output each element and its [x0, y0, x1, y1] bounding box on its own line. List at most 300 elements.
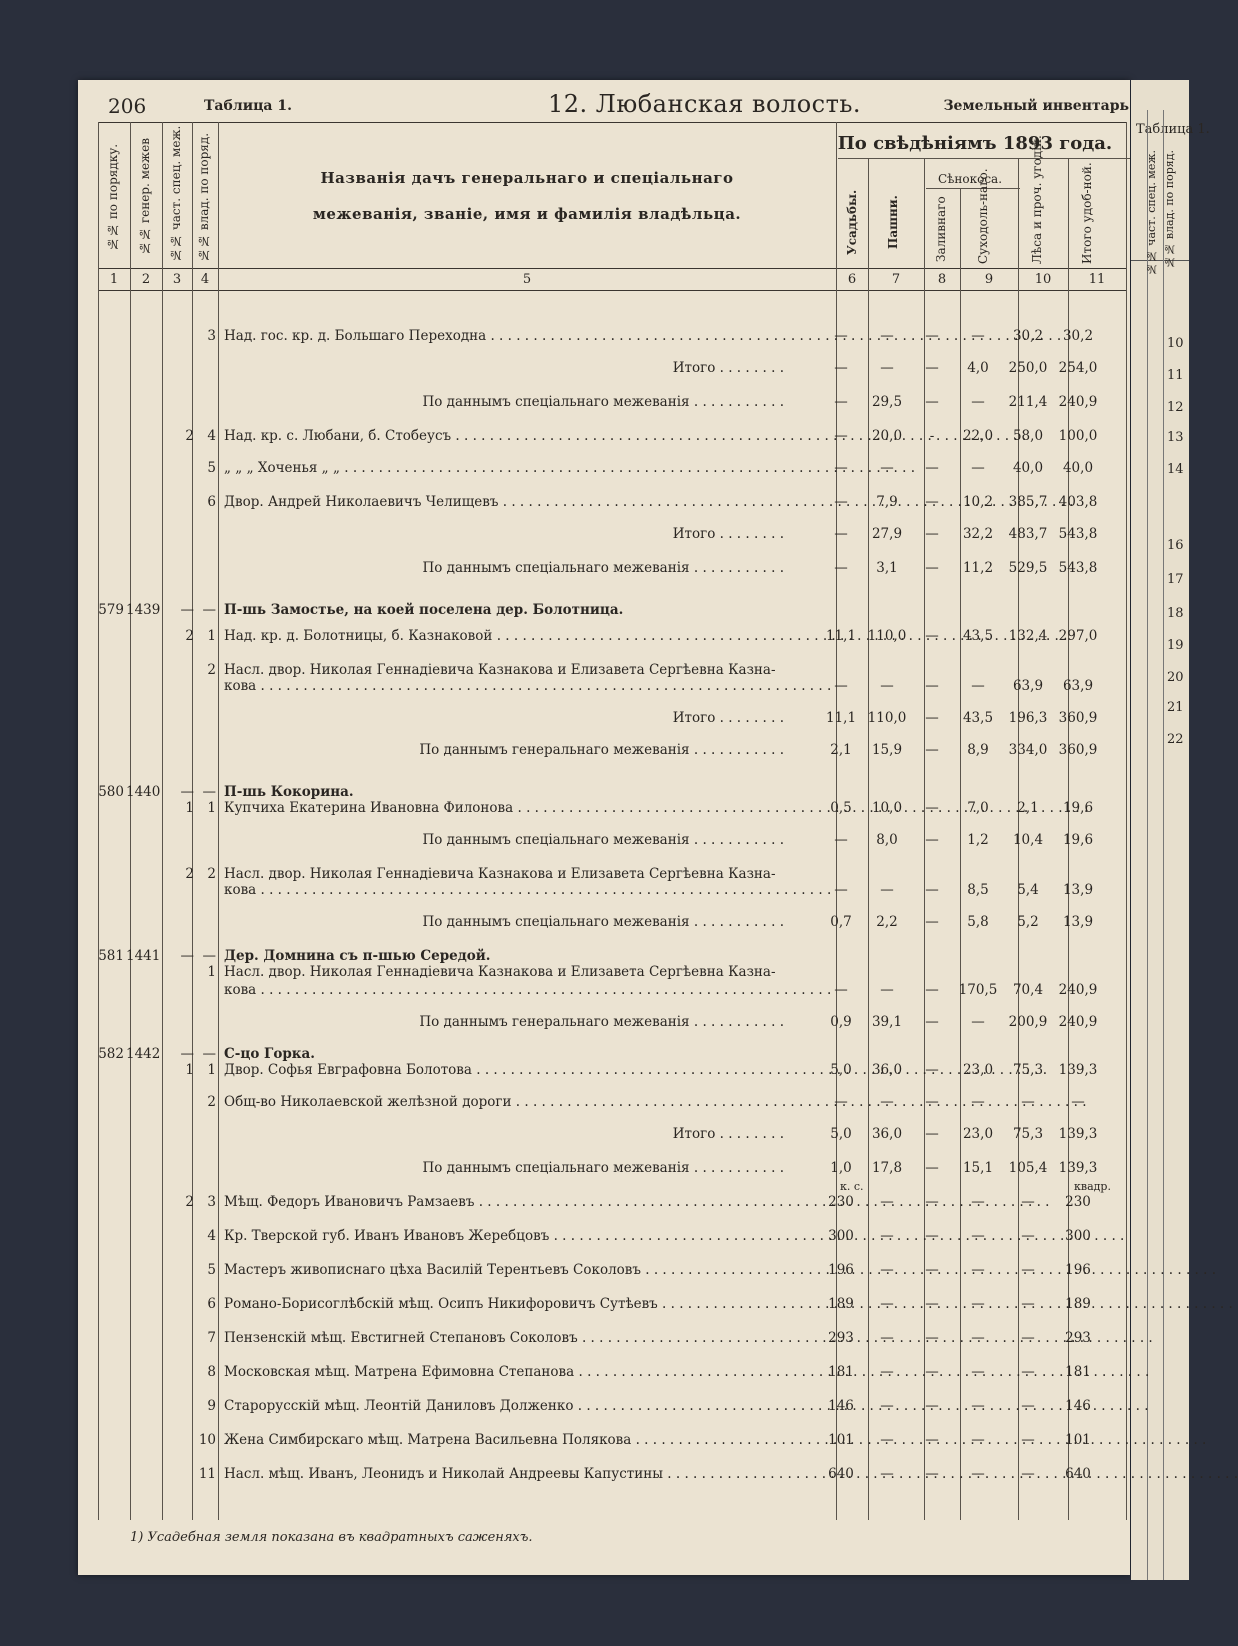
table-row	[98, 392, 1128, 414]
row-value-v8: —	[925, 710, 939, 726]
next-page-number: 12	[1167, 400, 1184, 415]
next-page-col-line	[1147, 110, 1148, 1580]
page-title: 12. Любанская волость.	[548, 90, 862, 118]
row-value-v11: 139,3	[1058, 1062, 1098, 1078]
col-head-5-line2: межеванія, званіе, имя и фамилія владѣльца.	[312, 205, 742, 223]
row-value-v9: —	[971, 678, 985, 694]
row-description	[224, 360, 784, 376]
row-n1: 579	[98, 602, 124, 618]
row-value-v9: —	[971, 1228, 985, 1244]
row-n4: 10	[198, 1432, 216, 1448]
row-n2: 1442	[126, 1046, 161, 1062]
row-description-text: По даннымъ спеціальнаго межеванія	[422, 560, 690, 576]
footnote: 1) Усадебная земля показана въ квадратныхъ саженяхъ.	[130, 1530, 533, 1545]
leader-dots: . . . . . . . . . . .	[689, 914, 784, 930]
row-value-v6: 5,0	[830, 1062, 852, 1078]
row-value-v6: —	[834, 1094, 848, 1110]
row-description	[224, 800, 784, 816]
row-value-v7: —	[880, 678, 894, 694]
row-description	[224, 742, 784, 758]
next-page-number: 20	[1167, 670, 1184, 685]
row-value-v9: 23,0	[962, 1062, 994, 1078]
row-description	[224, 1296, 784, 1312]
row-value-v9: —	[971, 328, 985, 344]
row-value-v6: 300	[828, 1228, 854, 1244]
row-value-v11: 254,0	[1058, 360, 1098, 376]
table-row	[98, 1124, 1128, 1146]
row-value-v8: —	[925, 742, 939, 758]
section-label: Земельный инвентарь	[943, 98, 1129, 114]
page-number: 206	[108, 94, 147, 118]
row-value-v9: —	[971, 1432, 985, 1448]
row-description	[224, 526, 784, 542]
row-description-text: Итого	[672, 526, 716, 542]
row-value-v8: —	[925, 394, 939, 410]
col-number-1: 1	[109, 272, 119, 287]
row-value-v8: —	[925, 560, 939, 576]
row-value-v11: 40,0	[1062, 460, 1094, 476]
next-page-number: 11	[1167, 368, 1184, 383]
row-value-v7: 3,1	[876, 560, 898, 576]
row-value-v11: 101	[1065, 1432, 1091, 1448]
row-value-v8: —	[925, 1296, 939, 1312]
row-value-v8: —	[925, 1330, 939, 1346]
row-value-v10: 5,2	[1017, 914, 1039, 930]
row-value-v7: 17,8	[871, 1160, 903, 1176]
row-value-v7: —	[880, 328, 894, 344]
row-description-text: Над. кр. д. Болотницы, б. Казнаковой . . .	[224, 628, 1067, 644]
row-value-v11: 230	[1065, 1194, 1091, 1210]
table-row	[98, 1464, 1128, 1486]
row-value-v9: 8,5	[967, 882, 989, 898]
next-page-head-2: №№ влад. по поряд.	[1163, 150, 1176, 269]
row-value-v9: —	[971, 1330, 985, 1346]
row-description-text: Над. кр. с. Любани, б. Стобеусъ . . .	[224, 428, 1026, 444]
row-n4: 9	[207, 1398, 216, 1414]
row-description	[224, 328, 784, 344]
header-rule	[98, 122, 1126, 123]
row-description-text: По даннымъ спеціальнаго межеванія	[422, 394, 690, 410]
row-description-text: П-шь Замостье, на коей поселена дер. Болотница.	[224, 602, 624, 618]
row-description-text: Двор. Софья Евграфовна Болотова . . .	[224, 1062, 1047, 1078]
row-value-v7: —	[880, 982, 894, 998]
row-value-v11: 543,8	[1058, 560, 1098, 576]
row-value-v10: 75,3	[1012, 1062, 1044, 1078]
row-description-text: С-цо Горка.	[224, 1046, 315, 1062]
table-row	[98, 740, 1128, 762]
col-number-10: 10	[1034, 272, 1052, 287]
row-description	[224, 1228, 784, 1244]
row-n1: 582	[98, 1046, 124, 1062]
row-n4: 5	[207, 460, 216, 476]
row-value-v10: 10,4	[1012, 832, 1044, 848]
col-head-5	[240, 160, 814, 232]
col-head-3: №№ част. спец. меж.	[169, 125, 183, 262]
row-value-v6: 0,5	[830, 800, 852, 816]
row-description	[224, 394, 784, 410]
row-value-v11: 240,9	[1058, 1014, 1098, 1030]
row-description	[224, 1160, 784, 1176]
row-description	[224, 1014, 784, 1030]
row-value-v6: 2,1	[830, 742, 852, 758]
table-row	[98, 524, 1128, 546]
col-number-2: 2	[141, 272, 151, 287]
row-value-v8: —	[925, 1160, 939, 1176]
row-value-v10: —	[1021, 1364, 1035, 1380]
table-row	[98, 880, 1128, 902]
row-value-v6: —	[834, 560, 848, 576]
row-description-text: П-шь Кокорина.	[224, 784, 354, 800]
row-description-text: Кр. Тверской губ. Иванъ Ивановъ Жеребцовъ . . .	[224, 1228, 1124, 1244]
row-value-v7: 39,1	[871, 1014, 903, 1030]
row-n4: 3	[207, 1194, 216, 1210]
row-value-v8: —	[925, 460, 939, 476]
row-value-v7: 10,0	[871, 800, 903, 816]
row-value-v7: —	[880, 1364, 894, 1380]
row-value-v11: 30,2	[1062, 328, 1094, 344]
row-value-v8: —	[925, 1228, 939, 1244]
row-value-v11: 240,9	[1058, 982, 1098, 998]
row-value-v9: 23,0	[962, 1126, 994, 1142]
row-value-v9: —	[971, 1364, 985, 1380]
row-description	[224, 1262, 784, 1278]
row-value-v10: 529,5	[1008, 560, 1048, 576]
row-value-v10: —	[1021, 1296, 1035, 1312]
next-page-number: 10	[1167, 336, 1184, 351]
row-value-v10: —	[1021, 1228, 1035, 1244]
row-value-v8: —	[925, 1062, 939, 1078]
row-value-v10: 132,4	[1008, 628, 1048, 644]
row-value-v7: —	[880, 360, 894, 376]
table-row	[98, 358, 1128, 380]
row-value-v10: —	[1021, 1330, 1035, 1346]
column-number-rule	[98, 290, 1126, 291]
row-description	[224, 460, 784, 476]
row-value-v7: —	[880, 460, 894, 476]
table-row	[98, 798, 1128, 820]
row-description	[224, 1432, 784, 1448]
next-page-number: 21	[1167, 700, 1184, 715]
row-value-v9: 10,2	[962, 494, 994, 510]
row-value-v8: —	[925, 494, 939, 510]
row-value-v6: —	[834, 360, 848, 376]
row-value-v6: 0,9	[830, 1014, 852, 1030]
row-n3: 2	[185, 628, 194, 644]
row-value-v6: —	[834, 460, 848, 476]
leader-dots: . . . . . . . .	[715, 526, 784, 542]
row-description	[224, 832, 784, 848]
row-value-v8: —	[925, 360, 939, 376]
row-description-text: Мастеръ живописнаго цѣха Василій Терентьевъ Соколовъ . . .	[224, 1262, 1216, 1278]
row-description-text: Над. гос. кр. д. Большаго Переходна . . .	[224, 328, 1061, 344]
row-value-v8: —	[925, 1126, 939, 1142]
next-page-title: Таблица 1.	[1136, 122, 1210, 137]
table-row	[98, 1328, 1128, 1350]
row-value-v10: 2,1	[1017, 800, 1039, 816]
col-head-4: №№ влад. по поряд.	[197, 132, 211, 262]
row-description-text: Общ-во Николаевской желѣзной дороги . . .	[224, 1094, 1087, 1110]
row-value-v7: —	[880, 1094, 894, 1110]
row-value-v8: -	[929, 428, 935, 444]
row-value-v9: —	[971, 1014, 985, 1030]
row-value-v10: 334,0	[1008, 742, 1048, 758]
row-description-text: По даннымъ спеціальнаго межеванія	[422, 832, 690, 848]
row-n3: —	[180, 1046, 194, 1062]
row-n3: 2	[185, 428, 194, 444]
row-n4: 5	[207, 1262, 216, 1278]
row-description-text: Московская мѣщ. Матрена Ефимовна Степанова . . .	[224, 1364, 1149, 1380]
row-value-v10: 75,3	[1012, 1126, 1044, 1142]
leader-dots: . . . . . . . .	[715, 1126, 784, 1142]
row-n3: 2	[185, 1194, 194, 1210]
row-value-v11: 196	[1065, 1262, 1091, 1278]
leader-dots: . . . . . . . . . . .	[689, 1160, 784, 1176]
row-value-v11: 146	[1065, 1398, 1091, 1414]
row-value-v9: —	[971, 460, 985, 476]
row-description-text: Романо-Борисоглѣбскій мѣщ. Осипъ Никифоровичъ Сутѣевъ . . .	[224, 1296, 1233, 1312]
row-description-text: Старорусскій мѣщ. Леонтій Даниловъ Долженко . . .	[224, 1398, 1148, 1414]
row-n4: 6	[207, 494, 216, 510]
row-description-text: Насл. двор. Николая Геннадіевича Казнакова и Елизавета Сергѣевна Казна-	[224, 866, 776, 882]
svedeniya-rule	[838, 158, 1130, 159]
row-value-v6: —	[834, 678, 848, 694]
row-description	[224, 1398, 784, 1414]
row-value-v7: 110,0	[867, 710, 907, 726]
row-value-v6: 101	[828, 1432, 854, 1448]
table-row	[98, 676, 1128, 698]
row-value-v7: —	[880, 1262, 894, 1278]
row-value-v7: 8,0	[876, 832, 898, 848]
row-value-v10: 40,0	[1012, 460, 1044, 476]
table-row	[98, 1092, 1128, 1114]
row-description-text: Пензенскій мѣщ. Евстигней Степановъ Соколовъ . . .	[224, 1330, 1153, 1346]
row-n4: 7	[207, 1330, 216, 1346]
row-value-v8: —	[925, 832, 939, 848]
table-row	[98, 1192, 1128, 1214]
row-value-v7: —	[880, 1432, 894, 1448]
row-description-text: Насл. мѣщ. Иванъ, Леонидъ и Николай Андреевы Капустины . . .	[224, 1466, 1238, 1482]
row-value-v6: —	[834, 882, 848, 898]
row-n4: —	[202, 1046, 216, 1062]
row-value-v9: 22,0	[962, 428, 994, 444]
row-value-v6: 196	[828, 1262, 854, 1278]
table-row	[98, 1158, 1128, 1180]
col-head-svedeniya: По свѣдѣніямъ 1893 года.	[837, 133, 1113, 154]
row-description	[224, 964, 784, 980]
row-value-v11: 13,9	[1062, 882, 1094, 898]
row-value-v10: 70,4	[1012, 982, 1044, 998]
row-value-v10: —	[1021, 1194, 1035, 1210]
leader-dots: . . . . . . . . . . .	[689, 742, 784, 758]
row-value-v7: 36,0	[871, 1062, 903, 1078]
row-value-v6: 146	[828, 1398, 854, 1414]
col-number-6: 6	[847, 272, 857, 287]
row-description-text: Итого	[672, 1126, 716, 1142]
row-value-v7: —	[880, 882, 894, 898]
row-value-v7: 7,9	[876, 494, 898, 510]
row-value-v6: 1,0	[830, 1160, 852, 1176]
table-row	[98, 558, 1128, 580]
senokosa-rule	[926, 188, 1020, 189]
row-value-v8: —	[925, 1262, 939, 1278]
row-value-v10: 30,2	[1012, 328, 1044, 344]
row-description-text: „ „ „ Хоченья „ „ . . .	[224, 460, 915, 476]
row-value-v11: 181	[1065, 1364, 1091, 1380]
row-description-text: Итого	[672, 360, 716, 376]
row-n4: —	[202, 602, 216, 618]
row-n4: 4	[207, 1228, 216, 1244]
row-description	[224, 1126, 784, 1142]
table-row	[98, 458, 1128, 480]
row-value-v6: 640	[828, 1466, 854, 1482]
row-value-v10: —	[1021, 1094, 1035, 1110]
row-value-v8: —	[925, 678, 939, 694]
row-value-v9: —	[971, 1262, 985, 1278]
row-value-v11: 189	[1065, 1296, 1091, 1312]
row-n4: 2	[207, 866, 216, 882]
col-line	[960, 188, 961, 1520]
row-n1: 580	[98, 784, 124, 800]
row-n3: 1	[185, 1062, 194, 1078]
row-value-v10: 63,9	[1012, 678, 1044, 694]
col-head-senokosa: Сѣнокоса.	[937, 172, 1003, 186]
row-value-v7: 2,2	[876, 914, 898, 930]
row-description	[224, 710, 784, 726]
row-value-v7: —	[880, 1296, 894, 1312]
row-value-v8: —	[925, 800, 939, 816]
table-row	[98, 600, 1128, 622]
row-value-v7: —	[880, 1398, 894, 1414]
row-value-v10: 483,7	[1008, 526, 1048, 542]
row-value-v6: —	[834, 428, 848, 444]
next-page-number: 14	[1167, 462, 1184, 477]
table-row	[98, 1060, 1128, 1082]
row-value-v10: 196,3	[1008, 710, 1048, 726]
table-row	[98, 708, 1128, 730]
row-value-v9: 11,2	[962, 560, 994, 576]
table-row	[98, 1362, 1128, 1384]
row-value-v8: —	[925, 526, 939, 542]
row-value-v11: 300	[1065, 1228, 1091, 1244]
row-value-v8: —	[925, 1364, 939, 1380]
row-value-v11: 100,0	[1058, 428, 1098, 444]
row-n4: 11	[198, 1466, 216, 1482]
row-n2: 1441	[126, 948, 161, 964]
leader-dots: . . . . . . . . . . .	[689, 394, 784, 410]
col-number-9: 9	[984, 272, 994, 287]
row-description-text: Двор. Андрей Николаевичъ Челищевъ . . .	[224, 494, 1074, 510]
table-row	[98, 1430, 1128, 1452]
row-value-v9: —	[971, 394, 985, 410]
row-description-text: Купчиха Екатерина Ивановна Филонова . . .	[224, 800, 1088, 816]
table-row	[98, 426, 1128, 448]
row-description	[224, 494, 784, 510]
col-number-8: 8	[937, 272, 947, 287]
row-value-v9: 8,9	[967, 742, 989, 758]
row-n4: 6	[207, 1296, 216, 1312]
row-description	[224, 914, 784, 930]
row-value-v7: 15,9	[871, 742, 903, 758]
row-description	[224, 428, 784, 444]
row-description-text: По даннымъ спеціальнаго межеванія	[422, 914, 690, 930]
row-value-v11: 360,9	[1058, 710, 1098, 726]
row-value-v10: —	[1021, 1432, 1035, 1448]
row-value-v6: —	[834, 328, 848, 344]
row-value-v10: 250,0	[1008, 360, 1048, 376]
row-description	[224, 1062, 784, 1078]
col-number-7: 7	[891, 272, 901, 287]
row-value-v9: —	[971, 1296, 985, 1312]
row-value-v9: 15,1	[962, 1160, 994, 1176]
col-number-3: 3	[172, 272, 182, 287]
col-head-9: Суходоль-наго.	[976, 168, 990, 264]
row-n3: —	[180, 602, 194, 618]
row-value-v11: —	[1071, 1094, 1085, 1110]
col-head-10: Лѣса и проч. угодій.	[1030, 135, 1044, 264]
row-value-v7: —	[880, 1194, 894, 1210]
row-description-text: кова . . .	[224, 678, 831, 694]
next-page-number: 16	[1167, 538, 1184, 553]
row-value-v9: 43,5	[962, 628, 994, 644]
row-value-v10: 58,0	[1012, 428, 1044, 444]
row-description-text: кова . . .	[224, 882, 831, 898]
table-row	[98, 1226, 1128, 1248]
table-row	[98, 1396, 1128, 1418]
row-value-v9: 1,2	[967, 832, 989, 848]
row-value-v11: 640	[1065, 1466, 1091, 1482]
next-page-rule	[1131, 260, 1189, 261]
row-value-v8: —	[925, 1432, 939, 1448]
row-description-text: По даннымъ генеральнаго межеванія	[419, 742, 690, 758]
next-page-number: 17	[1167, 572, 1184, 587]
table-row	[98, 830, 1128, 852]
row-value-v9: 32,2	[962, 526, 994, 542]
row-description	[224, 678, 784, 694]
col-head-2: №№ генер. межев	[138, 138, 152, 256]
table-row	[98, 626, 1128, 648]
row-description-text: По даннымъ генеральнаго межеванія	[419, 1014, 690, 1030]
row-value-v9: —	[971, 1094, 985, 1110]
row-value-v7: 27,9	[871, 526, 903, 542]
row-description	[224, 882, 784, 898]
row-value-v7: 20,0	[871, 428, 903, 444]
row-value-v6: —	[834, 982, 848, 998]
col-head-8: Заливнаго	[934, 196, 948, 262]
row-n2: 1440	[126, 784, 161, 800]
row-value-v6: 181	[828, 1364, 854, 1380]
row-n4: 3	[207, 328, 216, 344]
row-value-v7: 110,0	[867, 628, 907, 644]
col-head-1: №№ по порядку.	[106, 143, 120, 251]
row-value-v11: 139,3	[1058, 1160, 1098, 1176]
col-head-11: Итого удоб-ной.	[1080, 162, 1094, 264]
row-value-v9: —	[971, 1194, 985, 1210]
row-n3: —	[180, 948, 194, 964]
row-value-v9: —	[971, 1466, 985, 1482]
row-value-v7: —	[880, 1228, 894, 1244]
row-value-v8: —	[925, 982, 939, 998]
row-n4: 1	[207, 628, 216, 644]
leader-dots: . . . . . . . . . . .	[689, 832, 784, 848]
row-value-v6: 189	[828, 1296, 854, 1312]
row-value-v6: 0,7	[830, 914, 852, 930]
row-value-v8: —	[925, 628, 939, 644]
col-head-5-line1: Названія дачъ генеральнаго и спеціальнаго	[320, 169, 734, 187]
table-row	[98, 1260, 1128, 1282]
document-page	[78, 80, 1130, 1575]
row-description	[224, 1194, 784, 1210]
row-value-v10: 105,4	[1008, 1160, 1048, 1176]
